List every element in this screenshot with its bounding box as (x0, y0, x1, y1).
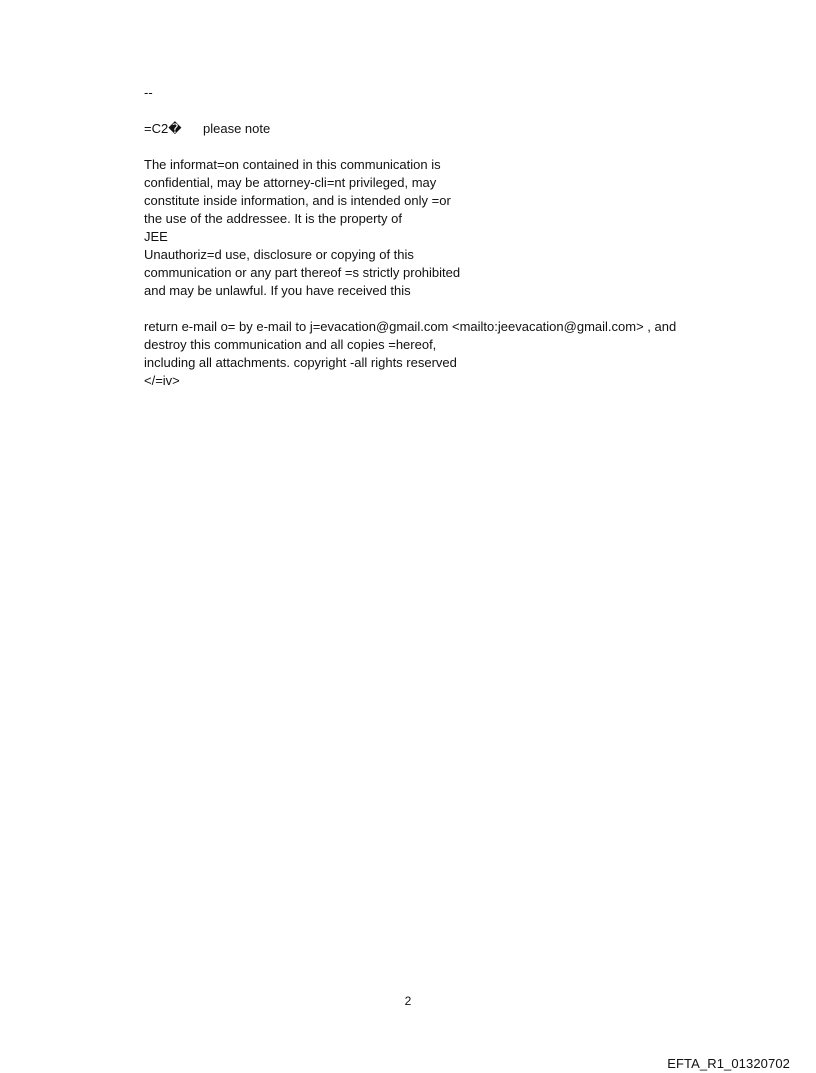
note-line (144, 120, 764, 138)
spacer (144, 138, 764, 156)
note-text: please note (203, 121, 271, 136)
text-line: and may be unlawful. If you have received this (144, 283, 411, 298)
text-line: constitute inside information, and is intended only =or (144, 193, 451, 208)
text-line: communication or any part thereof =s strictly prohibited (144, 265, 461, 280)
text-line: JEE (144, 229, 168, 244)
text-line: destroy this communication and all copies =hereof, (144, 337, 437, 352)
separator-line: -- (144, 85, 153, 100)
text-line: return e-mail o= by e-mail to j=evacation@gmail.com <mailto:jeevacation@gmail.com> , and (144, 319, 677, 334)
note-prefix: =C2� (144, 121, 182, 136)
spacer (144, 102, 764, 120)
page-number: 2 (404, 994, 412, 1008)
document-body (144, 84, 764, 390)
text-line: including all attachments. copyright -all rights reserved (144, 355, 457, 370)
text-line: the use of the addressee. It is the property of (144, 211, 402, 226)
bates-number: EFTA_R1_01320702 (667, 1056, 790, 1071)
disclaimer-paragraph-1 (144, 156, 764, 300)
text-line: confidential, may be attorney-cli=nt privileged, may (144, 175, 437, 190)
spacer (144, 300, 764, 318)
text-line: Unauthoriz=d use, disclosure or copying of this (144, 247, 414, 262)
text-line: The informat=on contained in this communication is (144, 157, 441, 172)
text-line: </=iv> (144, 373, 180, 388)
disclaimer-paragraph-2 (144, 318, 764, 390)
